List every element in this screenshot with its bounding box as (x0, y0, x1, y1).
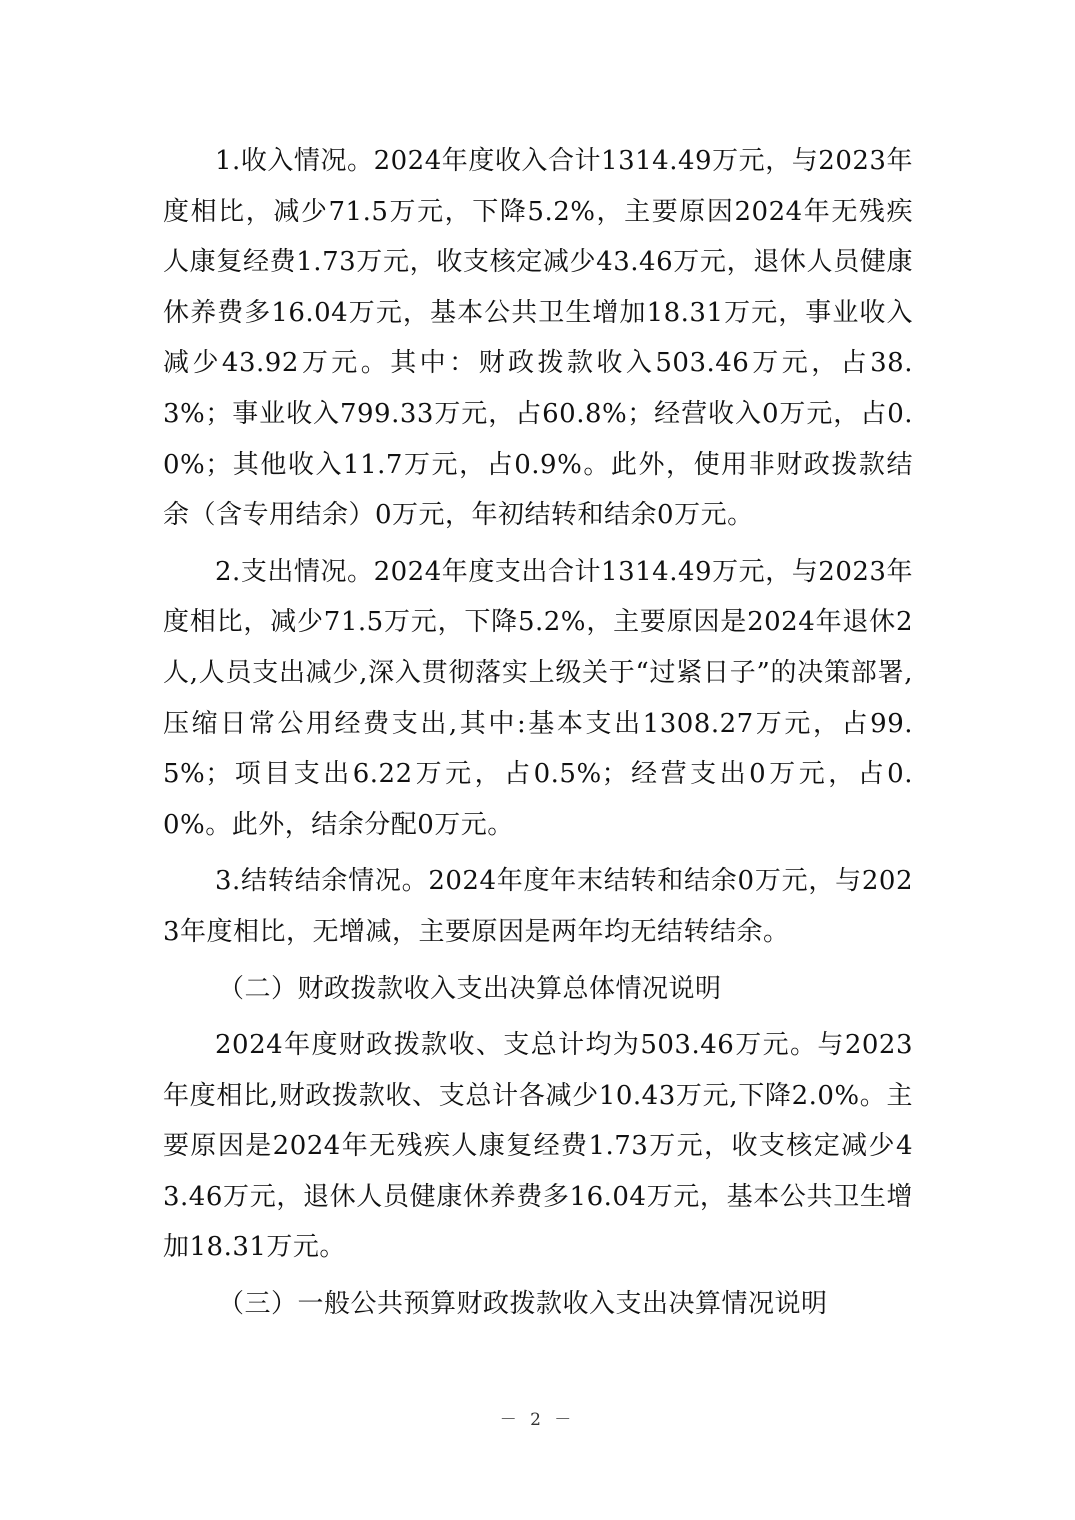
section-heading-2: （二）财政拨款收入支出决算总体情况说明 (218, 973, 722, 1004)
paragraph-expenditure: 2.支出情况。2024年度支出合计1314.49万元，与2023年度相比，减少71.5万元，下降5.2%，主要原因是2024年退休2人,人员支出减少,深入贯彻落实上级关于“过紧日子”的决策部署,压缩日常公用经费支出,其中:基本支出1308.27万元，占99.5%；项目支出6.22万元，占0.5%；经营支出0万元，占0.0%。此外，结余分配0万元。 (163, 556, 913, 840)
paragraph-income: 1.收入情况。2024年度收入合计1314.49万元，与2023年度相比，减少71.5万元，下降5.2%，主要原因2024年无残疾人康复经费1.73万元，收支核定减少43.46万元，退休人员健康休养费多16.04万元，基本公共卫生增加18.31万元，事业收入减少43.92万元。其中：财政拨款收入503.46万元，占38.3%；事业收入799.33万元，占60.8%；经营收入0万元，占0.0%；其他收入11.7万元，占0.9%。此外，使用非财政拨款结余（含专用结余）0万元，年初结转和结余0万元。 (163, 146, 913, 531)
paragraph-carryover: 3.结转结余情况。2024年度年末结转和结余0万元，与2023年度相比，无增减，主要原因是两年均无结转结余。 (163, 866, 913, 947)
paragraph-fiscal-total: 2024年度财政拨款收、支总计均为503.46万元。与2023年度相比,财政拨款收、支总计各减少10.43万元,下降2.0%。主要原因是2024年无残疾人康复经费1.73万元，收支核定减少43.46万元，退休人员健康休养费多16.04万元，基本公共卫生增加18.31万元。 (163, 1030, 913, 1263)
section-heading-3: （三）一般公共预算财政拨款收入支出决算情况说明 (218, 1289, 828, 1320)
document-body (163, 136, 913, 1330)
page-number: － 2 － (499, 1410, 576, 1430)
